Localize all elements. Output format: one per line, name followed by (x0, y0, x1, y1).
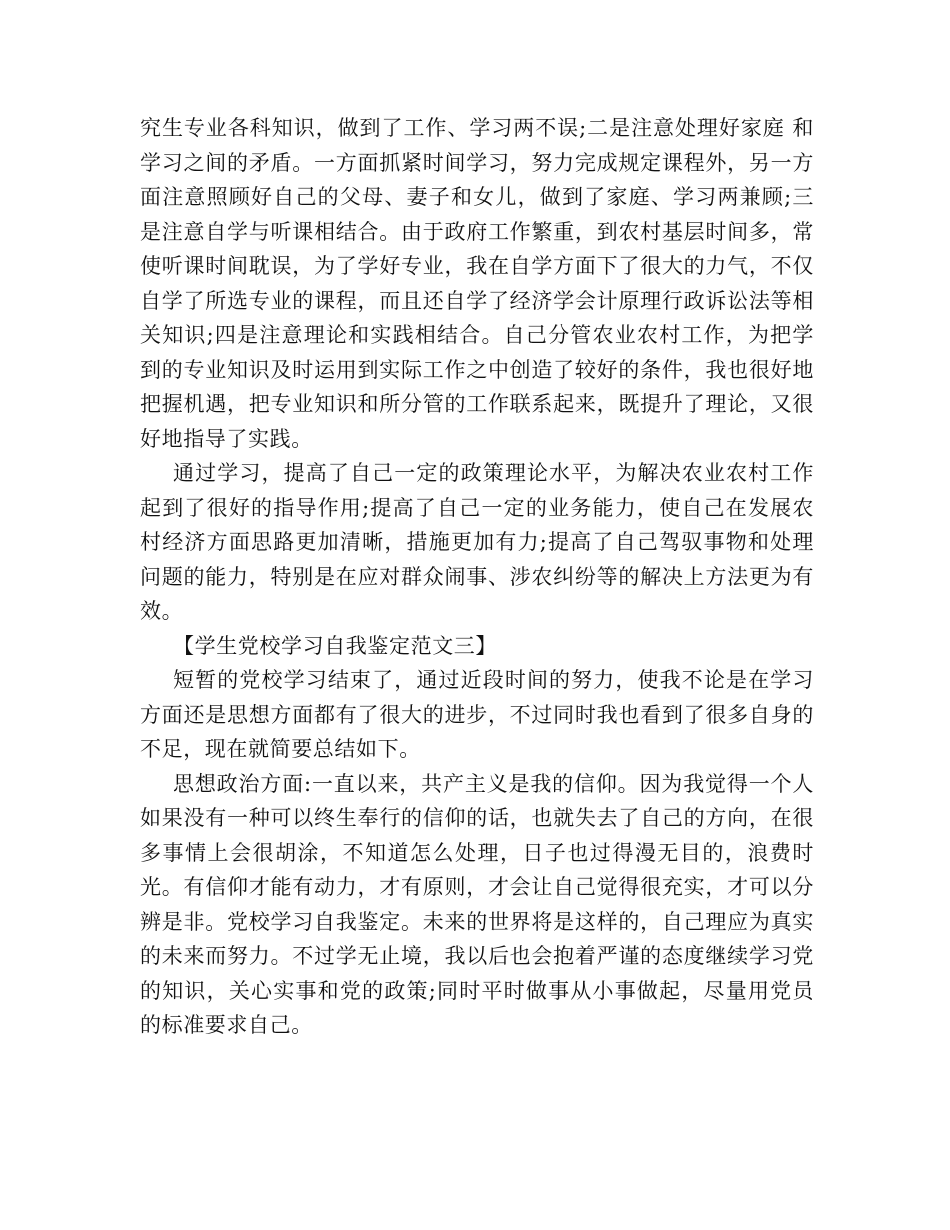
document-body (140, 111, 814, 1043)
paragraph-continued: 究生专业各科知识，做到了工作、学习两不误;二是注意处理好家庭 和学习之间的矛盾。一方面抓紧时间学习，努力完成规定课程外，另一方面注意照顾好自己的父母、妻子和女儿，做到了家庭、学习两兼顾;三是注意自学与听课相结合。由于政府工作繁重，到农村基层时间多，常使听课时间耽误，为了学好专业，我在自学方面下了很大的力气，不仅自学了所选专业的课程，而且还自学了经济学会计原理行政诉讼法等相关知识;四是注意理论和实践相结合。自己分管农业农村工作，为把学到的专业知识及时运用到实际工作之中创造了较好的条件，我也很好地把握机遇，把专业知识和所分管的工作联系起来，既提升了理论，又很好地指导了实践。 (140, 116, 814, 451)
paragraph-ideology: 思想政治方面:一直以来，共产主义是我的信仰。因为我觉得一个人如果没有一种可以终生奉行的信仰的话，也就失去了自己的方向，在很多事情上会很胡涂，不知道怎么处理，日子也过得漫无目的，浪费时光。有信仰才能有动力，才有原则，才会让自己觉得很充实，才可以分辨是非。党校学习自我鉴定。未来的世界将是这样的，自己理应为真实的未来而努力。不过学无止境，我以后也会抱着严谨的态度继续学习党的知识，关心实事和党的政策;同时平时做事从小事做起，尽量用党员的标准要求自己。 (140, 771, 814, 1037)
section-heading: 【学生党校学习自我鉴定范文三】 (173, 633, 497, 658)
paragraph-learning-results: 通过学习，提高了自己一定的政策理论水平，为解决农业农村工作起到了很好的指导作用;提高了自己一定的业务能力，使自己在发展农村经济方面思路更加清晰，措施更加有力;提高了自己驾驭事物和处理问题的能力，特别是在应对群众闹事、涉农纠纷等的解决上方法更为有效。 (140, 461, 814, 623)
paragraph-intro: 短暂的党校学习结束了，通过近段时间的努力，使我不论是在学习方面还是思想方面都有了很大的进步，不过同时我也看到了很多自身的不足，现在就简要总结如下。 (140, 668, 814, 761)
